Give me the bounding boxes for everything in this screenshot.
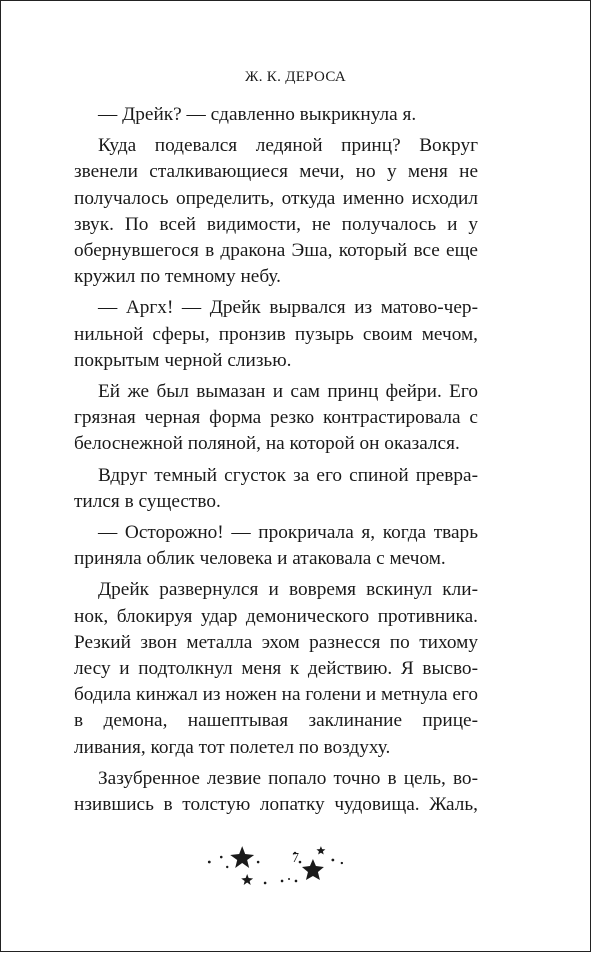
page-number: 7 [292, 851, 299, 866]
paragraph: — Осторожно! — прокричала я, когда тварь приняла облик человека и атаковала с мечом. [74, 522, 478, 570]
paragraph: Ей же был вымазан и сам принц фейри. Его грязная черная форма резко контрастировала с белоснежной поляной, на которой он оказался. [74, 381, 478, 455]
paragraph: — Аргх! — Дрейк вырвался из матово-чернильной сферы, пронзив пузырь своим мечом, покрытым черной слизью. [74, 297, 478, 371]
paragraph: Зазубренное лезвие попало точно в цель, вонзившись в толстую лопатку чудовища. Жаль, [74, 767, 478, 816]
paragraph: Куда подевался ледяной принц? Вокруг звенели сталкивающиеся мечи, но у меня не получалось определить, откуда именно исходил звук. По всей видимости, не получалось и у обернувшегося в дракона Эша, который все еще кружил по темному небу. [74, 135, 478, 288]
running-header: Ж. К. ДЕРОСА [244, 69, 347, 85]
paragraph: Вдруг темный сгусток за его спиной превратился в существо. [74, 464, 478, 512]
paragraph: Дрейк развернулся и вовремя вскинул клинок, блокируя удар демонического противника. Резкий звон металла эхом разнесся по тихому лесу и подтолкнул меня к действию. Я высвободила кинжал из ножен на голени и метнула его в демона, нашептывая заклинание прицеливания, когда тот полетел по воздуху. [74, 579, 478, 758]
paragraph: — Дрейк? — сдавленно выкрикнула я. [98, 104, 417, 125]
body-text [74, 102, 478, 818]
stars-ornament-icon [1, 839, 590, 899]
